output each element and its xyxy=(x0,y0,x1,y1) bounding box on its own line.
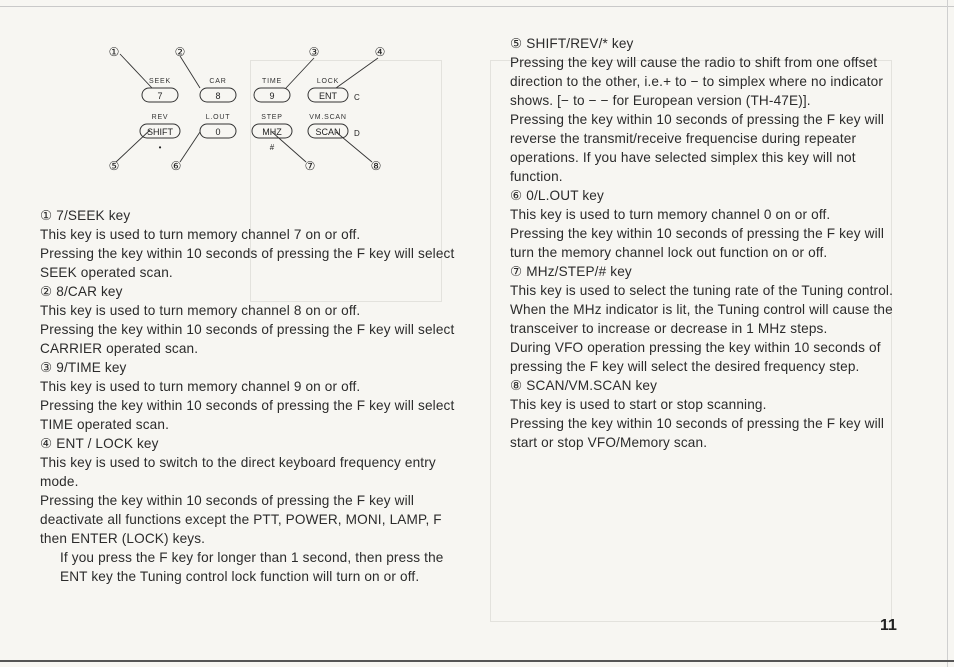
right-section-paragraph: This key is used to start or stop scanning. xyxy=(510,397,767,412)
left-section-paragraph: This key is used to switch to the direct keyboard frequency entry mode. xyxy=(40,455,436,489)
right-section-paragraph: Pressing the key within 10 seconds of pressing the F key will reverse the transmit/receive frequencise during repeater operations. If you have selected simplex this key will not function. xyxy=(510,112,885,184)
page-top-rule xyxy=(0,6,954,7)
left-column xyxy=(40,206,456,586)
left-section-heading: ④ ENT / LOCK key xyxy=(40,436,159,451)
row1-label-4: LOCK xyxy=(316,78,340,85)
callout-4: ④ xyxy=(374,45,386,59)
left-section-paragraph: Pressing the key within 10 seconds of pressing the F key will deactivate all functions except the PTT, POWER, MONI, LAMP, F then ENTER (LOCK) keys. xyxy=(40,493,442,546)
key-7-label: 7 xyxy=(157,91,163,101)
row2-suffix: D xyxy=(354,129,360,138)
callout-1: ① xyxy=(108,45,120,59)
left-section-paragraph: Pressing the key within 10 seconds of pressing the F key will select CARRIER operated scan. xyxy=(40,322,455,356)
right-section-heading: ⑤ SHIFT/REV/* key xyxy=(510,36,634,51)
left-section-heading: ① 7/SEEK key xyxy=(40,208,131,223)
left-section-paragraph: This key is used to turn memory channel 7 on or off. xyxy=(40,227,361,242)
left-section-paragraph: Pressing the key within 10 seconds of pressing the F key will select SEEK operated scan. xyxy=(40,246,455,280)
callout-7: ⑦ xyxy=(304,159,316,173)
keypad-diagram xyxy=(100,40,400,180)
right-section-paragraph: Pressing the key within 10 seconds of pressing the F key will start or stop VFO/Memory scan. xyxy=(510,416,885,450)
callout-2: ② xyxy=(174,45,186,59)
right-section-paragraph: This key is used to turn memory channel 0 on or off. xyxy=(510,207,831,222)
right-section-heading: ⑧ SCAN/VM.SCAN key xyxy=(510,378,658,393)
row2-label-3: STEP xyxy=(261,114,283,121)
right-section-paragraph: During VFO operation pressing the key within 10 seconds of pressing the F key will select the desired frequency step. xyxy=(510,340,881,374)
row2-label-4: VM.SCAN xyxy=(309,114,347,121)
row1-label-2: CAR xyxy=(209,78,227,85)
page-right-edge xyxy=(947,0,948,667)
callout-6: ⑥ xyxy=(170,159,182,173)
row1-suffix: C xyxy=(354,93,360,102)
key-scan-label: SCAN xyxy=(315,127,341,137)
left-section-heading: ② 8/CAR key xyxy=(40,284,123,299)
right-section-heading: ⑥ 0/L.OUT key xyxy=(510,188,604,203)
key-0-label: 0 xyxy=(215,127,221,137)
row2-label-1: REV xyxy=(151,114,169,121)
key-mhz-label: MHZ xyxy=(262,127,282,137)
callout-8: ⑧ xyxy=(370,159,382,173)
left-section-paragraph: This key is used to turn memory channel 9 on or off. xyxy=(40,379,361,394)
row1-label-1: SEEK xyxy=(149,78,171,85)
left-section-paragraph: Pressing the key within 10 seconds of pressing the F key will select TIME operated scan. xyxy=(40,398,455,432)
callout-lines xyxy=(116,54,378,162)
key-ent-label: ENT xyxy=(319,91,337,101)
right-section-paragraph: Pressing the key will cause the radio to shift from one offset direction to the other, i.e.+ to − to simplex where no indicator shows. [− to − − for European version (TH-47E)]. xyxy=(510,55,884,108)
below-shift: • xyxy=(158,143,162,152)
right-section-paragraph: Pressing the key within 10 seconds of pressing the F key will turn the memory channel lock out function on or off. xyxy=(510,226,885,260)
right-section-heading: ⑦ MHz/STEP/# key xyxy=(510,264,632,279)
right-section-paragraph: This key is used to select the tuning rate of the Tuning control. When the MHz indicator is lit, the Tuning control will cause the transceiver to increase or decrease in 1 MHz steps. xyxy=(510,283,894,336)
callout-3: ③ xyxy=(308,45,320,59)
row1-label-3: TIME xyxy=(262,78,282,85)
key-8-label: 8 xyxy=(215,91,221,101)
left-section-heading: ③ 9/TIME key xyxy=(40,360,127,375)
left-section-note: If you press the F key for longer than 1 second, then press the ENT key the Tuning control lock function will turn on or off. xyxy=(60,550,444,584)
below-mhz: # xyxy=(269,143,275,152)
page-number: 11 xyxy=(880,617,897,634)
left-section-paragraph: This key is used to turn memory channel 8 on or off. xyxy=(40,303,361,318)
key-shift-label: SHIFT xyxy=(147,127,173,137)
row2-label-2: L.OUT xyxy=(205,114,231,121)
page-bottom-rule xyxy=(0,660,954,662)
key-9-label: 9 xyxy=(269,91,275,101)
callout-5: ⑤ xyxy=(108,159,120,173)
right-column xyxy=(510,34,904,452)
